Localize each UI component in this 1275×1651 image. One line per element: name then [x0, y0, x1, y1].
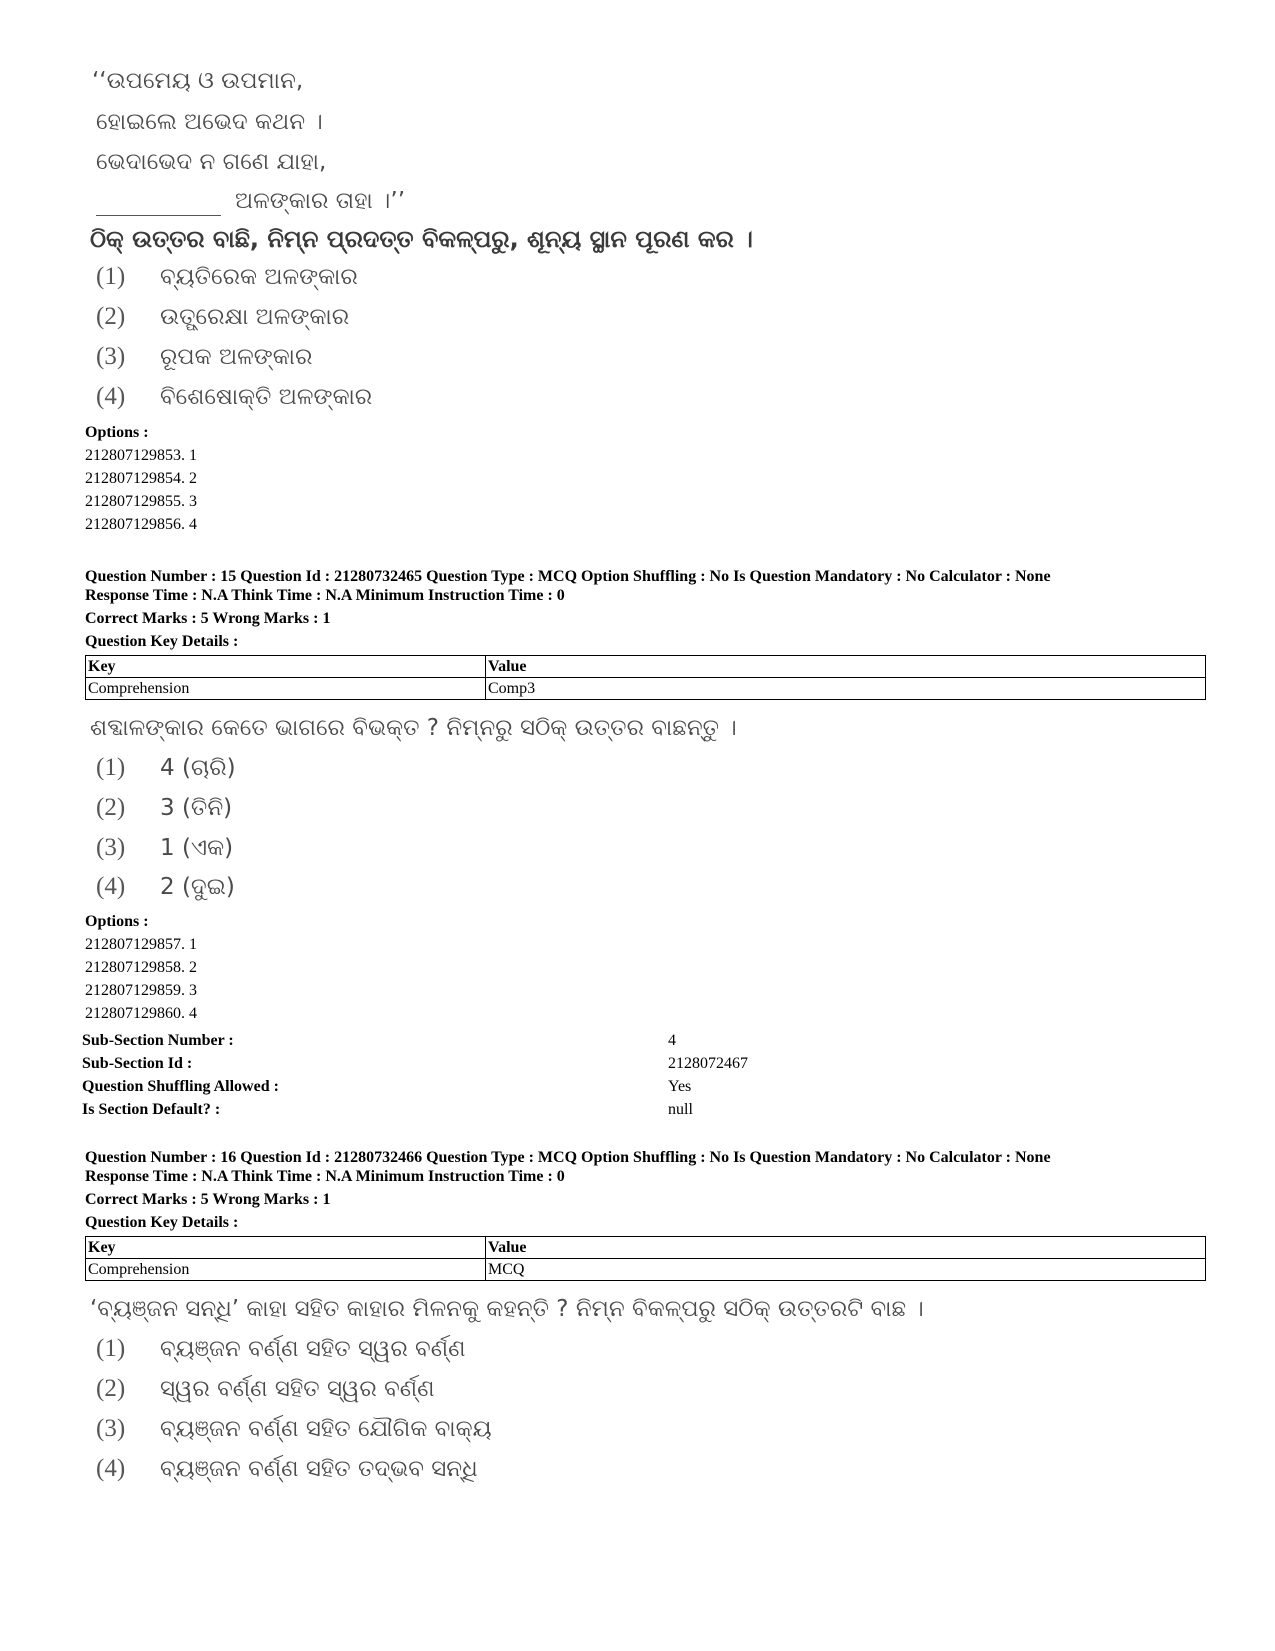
q16-header-line-1: Question Number : 16 Question Id : 21280732466 Question Type : MCQ Option Shuffling : No Is Question Mandatory : No Calculator : None — [85, 1149, 1051, 1166]
q15-options-label: Options : — [85, 913, 149, 930]
question-shuffling-label: Question Shuffling Allowed : — [82, 1078, 279, 1095]
key-cell: Comprehension — [86, 678, 486, 700]
q14-verse-line-2: ହୋଇଲେ ଅଭେଦ କଥନ । — [96, 109, 323, 135]
option-item: 212807129854. 2 — [85, 470, 197, 487]
q14-instruction: ଠିକ୍ ଉତ୍ତର ବାଛି, ନିମ୍ନ ପ୍ରଦତ୍ତ ବିକଳ୍ପରୁ, ଶୂନ୍ୟ ସ୍ଥାନ ପୂରଣ କର । — [90, 225, 753, 253]
table-header-row — [86, 1237, 1206, 1259]
q14-verse-line-4 — [96, 186, 405, 216]
key-header: Key — [86, 656, 486, 678]
q15-choice — [96, 753, 236, 783]
choice-number: (3) — [96, 343, 126, 370]
choice-text: ବ୍ୟଞ୍ଜନ ବର୍ଣ୍ଣ ସହିତ ତଦ୍ଭବ ସନ୍ଧି — [160, 1456, 478, 1482]
q15-header-line-2: Response Time : N.A Think Time : N.A Minimum Instruction Time : 0 — [85, 587, 565, 604]
q16-choice — [96, 1414, 492, 1444]
choice-text: 1 (ଏକ) — [160, 835, 234, 861]
option-item: 212807129858. 2 — [85, 959, 197, 976]
choice-number: (4) — [96, 383, 126, 410]
choice-number: (1) — [96, 754, 126, 781]
option-item: 212807129856. 4 — [85, 516, 197, 533]
choice-number: (4) — [96, 873, 126, 900]
choice-text: ବ୍ୟତିରେକ ଅଳଙ୍କାର — [160, 264, 358, 290]
table-header-row — [86, 656, 1206, 678]
q14-verse-line-4-text: ଅଳଙ୍କାର ତାହା ।’’ — [235, 188, 406, 214]
q16-question: ‘ବ୍ୟଞ୍ଜନ ସନ୍ଧି’ କାହା ସହିତ କାହାର ମିଳନକୁ କହନ୍ତି ? ନିମ୍ନ ବିକଳ୍ପରୁ ସଠିକ୍ ଉତ୍ତରଟି ବାଛ । — [90, 1296, 924, 1322]
choice-number: (1) — [96, 263, 126, 290]
option-item: 212807129860. 4 — [85, 1005, 197, 1022]
fill-in-blank — [96, 215, 221, 216]
q14-options-label: Options : — [85, 424, 149, 441]
choice-text: ବ୍ୟଞ୍ଜନ ବର୍ଣ୍ଣ ସହିତ ସ୍ୱର ବର୍ଣ୍ଣ — [160, 1336, 466, 1362]
choice-number: (1) — [96, 1335, 126, 1362]
choice-number: (4) — [96, 1455, 126, 1482]
choice-text: 4 (ଚାରି) — [160, 755, 236, 781]
q16-marks: Correct Marks : 5 Wrong Marks : 1 — [85, 1191, 331, 1208]
choice-text: 3 (ତିନି) — [160, 795, 233, 821]
choice-number: (3) — [96, 834, 126, 861]
key-cell: Comprehension — [86, 1259, 486, 1281]
q16-choice — [96, 1334, 466, 1364]
table-row — [86, 678, 1206, 700]
subsection-number-value: 4 — [668, 1032, 676, 1049]
q15-choice — [96, 793, 232, 823]
q15-key-details-label: Question Key Details : — [85, 633, 239, 650]
q16-key-table — [85, 1236, 1206, 1281]
choice-text: ବ୍ୟଞ୍ଜନ ବର୍ଣ୍ଣ ସହିତ ଯୌଗିକ ବାକ୍ୟ — [160, 1416, 492, 1442]
option-item: 212807129855. 3 — [85, 493, 197, 510]
choice-number: (3) — [96, 1415, 126, 1442]
section-default-label: Is Section Default? : — [82, 1101, 221, 1118]
q15-choice — [96, 872, 235, 902]
option-item: 212807129857. 1 — [85, 936, 197, 953]
q16-choice — [96, 1374, 435, 1404]
q14-verse-line-3: ଭେଦାଭେଦ ନ ଗଣେ ଯାହା, — [96, 149, 327, 175]
option-item: 212807129859. 3 — [85, 982, 197, 999]
choice-text: ବିଶେଷୋକ୍ତି ଅଳଙ୍କାର — [160, 384, 373, 410]
value-header: Value — [486, 1237, 1206, 1259]
q15-choice — [96, 833, 233, 863]
q14-choice — [96, 262, 358, 292]
subsection-number-label: Sub-Section Number : — [82, 1032, 234, 1049]
choice-number: (2) — [96, 794, 126, 821]
choice-text: ରୂପକ ଅଳଙ୍କାର — [160, 344, 313, 370]
q15-question: ଶବ୍ଦାଳଙ୍କାର କେତେ ଭାଗରେ ବିଭକ୍ତ ? ନିମ୍ନରୁ ସଠିକ୍ ଉତ୍ତର ବାଛନ୍ତୁ । — [90, 715, 737, 741]
q16-choice — [96, 1454, 478, 1484]
value-cell: MCQ — [486, 1259, 1206, 1281]
q14-verse-line-1: ‘‘ଉପମେୟ ଓ ଉପମାନ, — [92, 68, 304, 94]
key-header: Key — [86, 1237, 486, 1259]
value-cell: Comp3 — [486, 678, 1206, 700]
q16-header-line-2: Response Time : N.A Think Time : N.A Minimum Instruction Time : 0 — [85, 1168, 565, 1185]
q14-choice — [96, 342, 312, 372]
option-item: 212807129853. 1 — [85, 447, 197, 464]
subsection-id-value: 2128072467 — [668, 1055, 748, 1072]
q16-key-details-label: Question Key Details : — [85, 1214, 239, 1231]
question-shuffling-value: Yes — [668, 1078, 692, 1095]
value-header: Value — [486, 656, 1206, 678]
section-default-value: null — [668, 1101, 693, 1118]
table-row — [86, 1259, 1206, 1281]
q15-key-table — [85, 655, 1206, 700]
q15-marks: Correct Marks : 5 Wrong Marks : 1 — [85, 610, 331, 627]
choice-text: ସ୍ୱର ବର୍ଣ୍ଣ ସହିତ ସ୍ୱର ବର୍ଣ୍ଣ — [160, 1376, 435, 1402]
q14-choice — [96, 382, 372, 412]
choice-number: (2) — [96, 1375, 126, 1402]
choice-text: ଉତ୍ପ୍ରେକ୍ଷା ଅଳଙ୍କାର — [160, 304, 350, 330]
choice-text: 2 (ଦୁଇ) — [160, 874, 235, 900]
q14-choice — [96, 302, 349, 332]
q15-header-line-1: Question Number : 15 Question Id : 21280732465 Question Type : MCQ Option Shuffling : No Is Question Mandatory : No Calculator : None — [85, 568, 1051, 585]
subsection-id-label: Sub-Section Id : — [82, 1055, 193, 1072]
choice-number: (2) — [96, 303, 126, 330]
